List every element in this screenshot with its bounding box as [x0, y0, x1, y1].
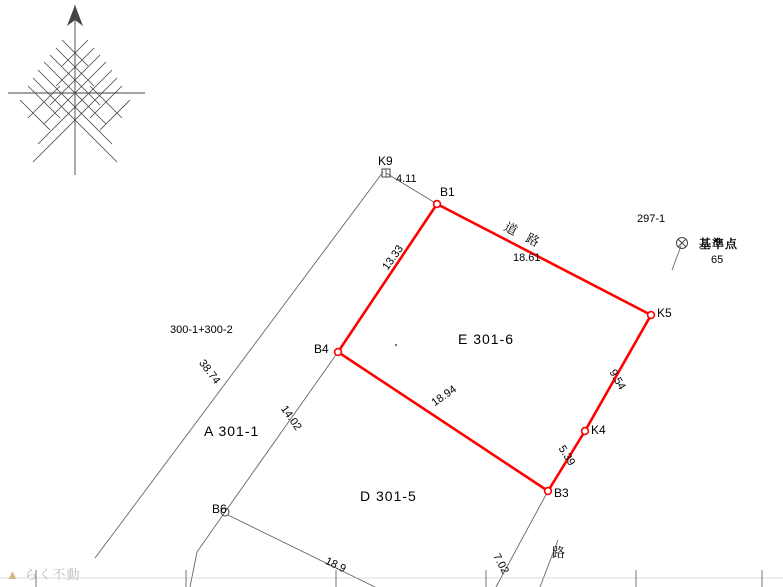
point-label-k5: K5 [657, 306, 672, 320]
watermark-text: らく不動 [24, 567, 81, 582]
dimension-label-7-02: 7.02 [490, 551, 511, 577]
watermark [6, 564, 81, 583]
point-label-b1: B1 [440, 185, 455, 199]
vertex-b3-icon [545, 488, 552, 495]
point-label-k9: K9 [378, 154, 393, 168]
point-label-b6: B6 [212, 502, 227, 516]
benchmark-number: 65 [711, 254, 724, 266]
parcel-label-subject: E 301-6 [458, 331, 515, 347]
parcel-label-d-301-5: D 301-5 [360, 488, 417, 504]
dimension-label-b3-b4: 18.94 [429, 383, 459, 410]
dimension-label-k9-b1: 4.11 [396, 173, 417, 185]
dimension-label-18-9: 18.9 [323, 555, 348, 576]
vertex-k4-icon [582, 428, 589, 435]
dimension-label-k5-k4: 9.54 [606, 367, 628, 393]
road-label-south: 路 [552, 545, 570, 560]
road-label-north: 道 路 [501, 219, 546, 252]
vertex-b1-icon [434, 201, 441, 208]
parcel-label-300-1-300-2: 300-1+300-2 [170, 324, 233, 336]
dimension-label-k4-b3: 5.39 [555, 443, 578, 468]
dimension-label-b4-b1: 13.33 [380, 243, 407, 273]
watermark-icon: ▲ [6, 567, 20, 582]
interior-reference-dot [395, 344, 397, 346]
point-label-b4: B4 [314, 342, 329, 356]
vertex-k5-icon [648, 312, 655, 319]
point-label-b3: B3 [554, 486, 569, 500]
point-label-k4: K4 [591, 423, 606, 437]
parcel-label-a-301-1: A 301-1 [204, 423, 260, 439]
dimension-label-38-74: 38.74 [196, 357, 223, 387]
dimension-label-14-02: 14.02 [277, 403, 304, 433]
parcel-label-297-1: 297-1 [637, 213, 666, 225]
vertex-b4-icon [335, 349, 342, 356]
benchmark-label: 基準点 [699, 237, 739, 251]
dimension-label-b1-k5: 18.61 [513, 252, 541, 264]
